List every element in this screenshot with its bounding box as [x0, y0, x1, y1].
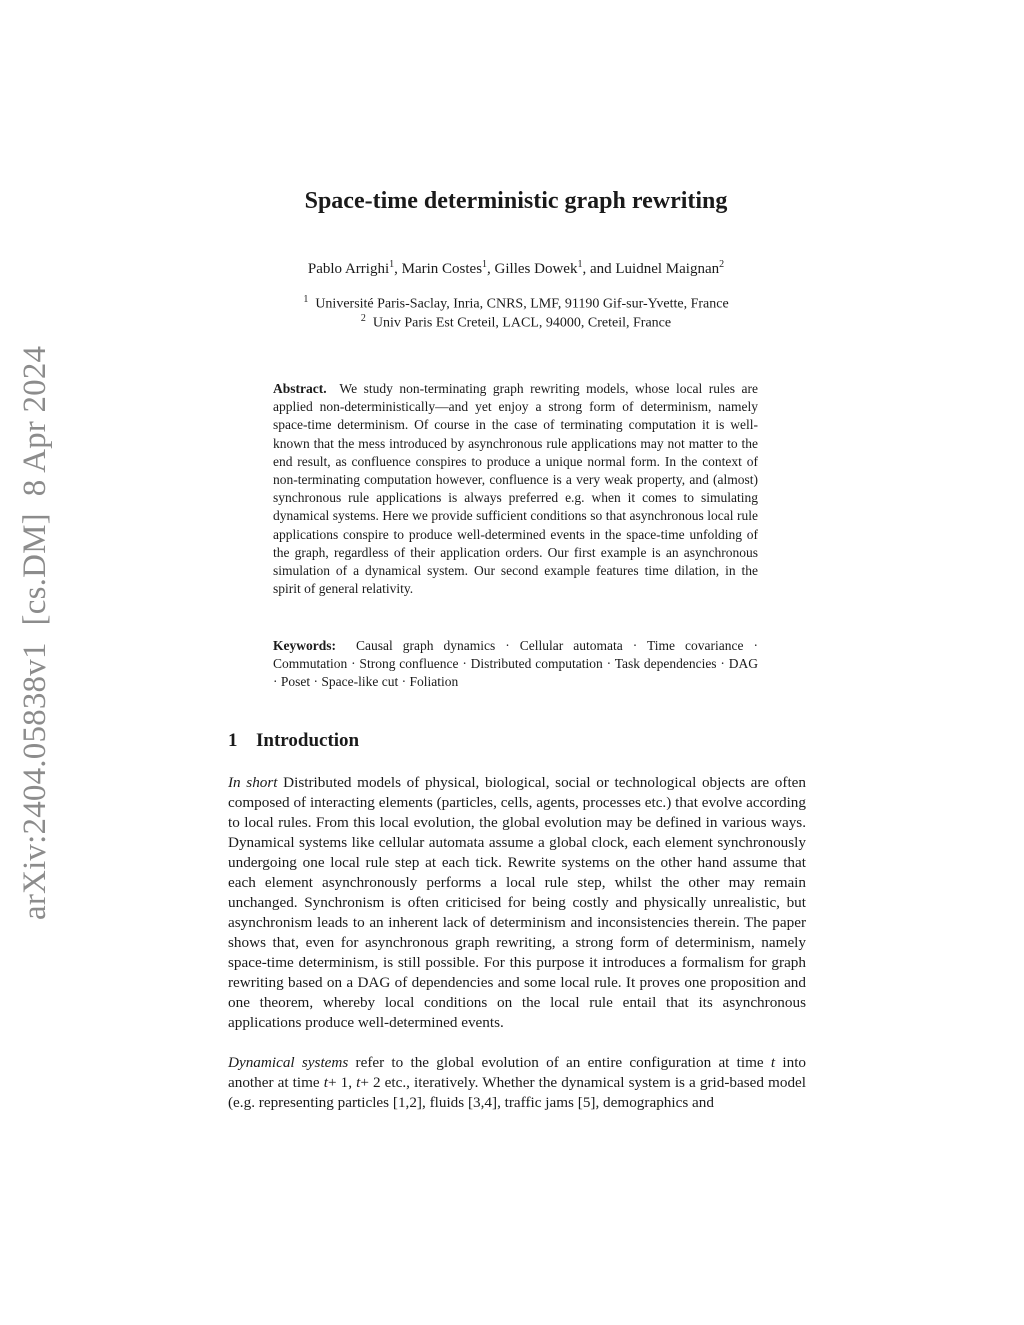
affiliation-text: Université Paris-Saclay, Inria, CNRS, LMF, 91190 Gif-sur-Yvette, France: [315, 296, 729, 312]
author-affiliation-mark: 2: [719, 259, 725, 270]
abstract-label: Abstract.: [273, 381, 327, 396]
author-name: Pablo Arrighi: [307, 261, 390, 277]
abstract: [273, 380, 758, 598]
section-heading: [228, 728, 359, 754]
paper-title: Space-time deterministic graph rewriting: [304, 188, 728, 214]
author-affiliation-mark: 1: [482, 259, 488, 270]
author-list: [228, 254, 804, 280]
arxiv-identifier-stamp: arXiv:2404.05838v1 [cs.DM] 8 Apr 2024: [17, 345, 53, 920]
author-affiliation-mark: 1: [577, 259, 583, 270]
intro-paragraph: [228, 1053, 806, 1113]
paragraph-text: refer to the global evolution of an entire configuration at time: [355, 1054, 764, 1071]
section-number: 1: [228, 730, 238, 751]
author-separator: ,: [394, 261, 402, 277]
paragraph-lead: Dynamical systems: [228, 1054, 349, 1071]
author-affiliation-mark: 1: [389, 259, 395, 270]
author-name: Luidnel Maignan: [615, 261, 720, 277]
author-separator: ,: [487, 261, 495, 277]
math-variable: t: [356, 1074, 361, 1091]
paragraph-text: + 2 etc., iteratively. Whether the dynamical system is a grid-based model (e.g. representing particles [1,2], fluids [3,4], traffic jams [5], demographics and: [228, 1074, 807, 1111]
abstract-text: We study non-terminating graph rewriting models, whose local rules are applied non-deterministically—and yet enjoy a strong form of determinism, namely space-time determinism. Of course in the case of terminating computation it is well-known that the mess introduced by asynchronous rule applications may not matter to the end result, as confluence conspires to produce a unique normal form. In the context of non-terminating computation however, confluence is a very weak property, and (almost) synchronous rule applications is always preferred e.g. when it comes to simulating dynamical systems. Here we provide sufficient conditions so that asynchronous local rule applications conspire to produce well-determined events in the space-time unfolding of the graph, regardless of their application orders. Our first example is an asynchronous simulation of a dynamical system. Our second example features time dilation, in the spirit of general relativity.: [273, 381, 758, 597]
author-separator: , and: [582, 261, 616, 277]
math-variable: t: [770, 1054, 776, 1071]
paragraph-text: into another at time: [228, 1054, 807, 1091]
keywords-text: Causal graph dynamics · Cellular automata · Time covariance · Commutation · Strong confluence · Distributed computation · Task dependencies · DAG · Poset · Space-like cut · Foliation: [273, 638, 759, 690]
author-name: Gilles Dowek: [494, 261, 578, 277]
affiliation-mark: 1: [303, 294, 309, 305]
keywords: [273, 637, 758, 692]
affiliation: [228, 309, 804, 333]
affiliation-text: Univ Paris Est Creteil, LACL, 94000, Creteil, France: [372, 315, 672, 331]
section-title: Introduction: [256, 730, 360, 751]
affiliation-mark: 2: [360, 313, 366, 324]
intro-paragraph: [228, 773, 806, 1033]
math-variable: t: [323, 1074, 328, 1091]
author-name: Marin Costes: [401, 261, 483, 277]
paragraph-text: + 1,: [327, 1074, 353, 1091]
paragraph-text: Distributed models of physical, biological, social or technological objects are often composed of interacting elements (particles, cells, agents, processes etc.) that evolve according to local rules. From this local evolution, the global evolution may be defined in various ways. Dynamical systems like cellular automata assume a global clock, each element synchronously undergoing one local rule step at each tick. Rewrite systems on the other hand assume that each element asynchronously performs a local rule step, whilst the other may remain unchanged. Synchronism is often criticised for being costly and physically unrealistic, but asynchronism leads to an inherent lack of determinism and inconsistencies therein. The paper shows that, even for asynchronous graph rewriting, a strong form of determinism, namely space-time determinism, is still possible. For this purpose it introduces a formalism for graph rewriting based on a DAG of dependencies and some local rule. It proves one proposition and one theorem, whereby local conditions on the local rule entail that its asynchronous applications produce well-determined events.: [228, 774, 807, 1031]
paragraph-lead: In short: [228, 774, 278, 791]
keywords-label: Keywords:: [273, 638, 336, 653]
